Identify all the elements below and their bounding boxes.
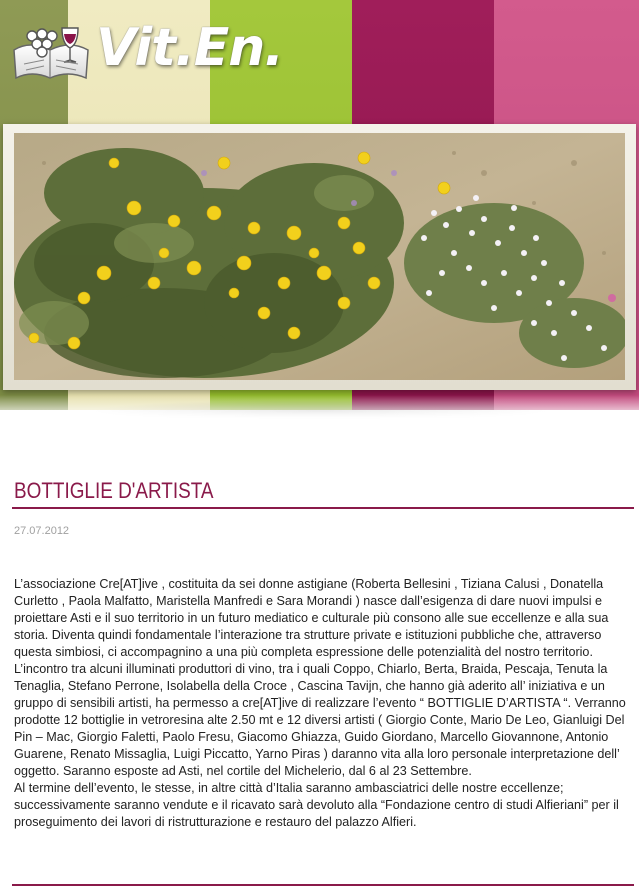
- flowers-photo-icon: [14, 133, 625, 380]
- hero-photo-frame: [3, 124, 636, 390]
- header-fade: [0, 395, 639, 435]
- title-divider: [12, 507, 634, 509]
- article-title: BOTTIGLIE D'ARTISTA: [14, 478, 214, 503]
- grapes-glass-logo-icon: [10, 20, 92, 84]
- article-body: [14, 576, 633, 831]
- logo-text: Vit.En.: [96, 18, 284, 78]
- article-paragraph: Al termine dell’evento, le stesse, in altre città d’Italia saranno ambasciatrici delle nostre eccellenze; successivamente saranno vendute e il ricavato sarà devoluto alla “Fondazione centro di studi Alfieriani” per il proseguimento dei lavori di ristrutturazione e restauro del palazzo Alfieri.: [14, 781, 619, 829]
- article-date: 27.07.2012: [14, 525, 70, 537]
- article-bottom-divider: [12, 884, 634, 886]
- article-paragraph: L’incontro tra alcuni illuminati produttori di vino, tra i quali Coppo, Chiarlo, Berta, Braida, Pescaja, Tenuta la Tenaglia, Stefano Perrone, Isolabella della Croce , Cascina Tavijn, che hanno già aderito all’ iniziativa e un gruppo di sensibili artisti, ha permesso a cre[AT]ive di realizzare l’evento “ BOTTIGLIE D’ARTISTA “. Verranno prodotte 12 bottiglie in vetroresina alte 2.50 mt e 12 diversi artisti ( Giorgio Conte, Mario De Leo, Gianluigi Del Pin – Mac, Giorgio Faletti, Paolo Fresu, Giacomo Ghiazza, Guido Giordano, Marcello Giovannone, Antonio Guarene, Renato Missaglia, Luigi Piccatto, Yarno Piras ) daranno vita alla loro personale interpretazione dell’ oggetto. Saranno esposte ad Asti, nel cortile del Michelerio, dal 6 al 23 Settembre.: [14, 662, 626, 778]
- article-paragraph: L’associazione Cre[AT]ive , costituita da sei donne astigiane (Roberta Bellesini , Tiziana Calusi , Donatella Curletto , Paola Malfatto, Maristella Manfredi e Sara Morandi ) nasce dall’esigenza di dare nuovi impulsi e proiettare Asti e il suo territorio in un futuro mediatico e culturale più consono alle sue eccellenze e alla sua storia. Diventa quindi fondamentale l’interazione tra strutture private e istituzioni pubbliche che, attraverso questa simbiosi, ci accompagnino a una più completa espressione delle potenzialità del nostro territorio.: [14, 577, 609, 659]
- site-logo[interactable]: [10, 14, 300, 84]
